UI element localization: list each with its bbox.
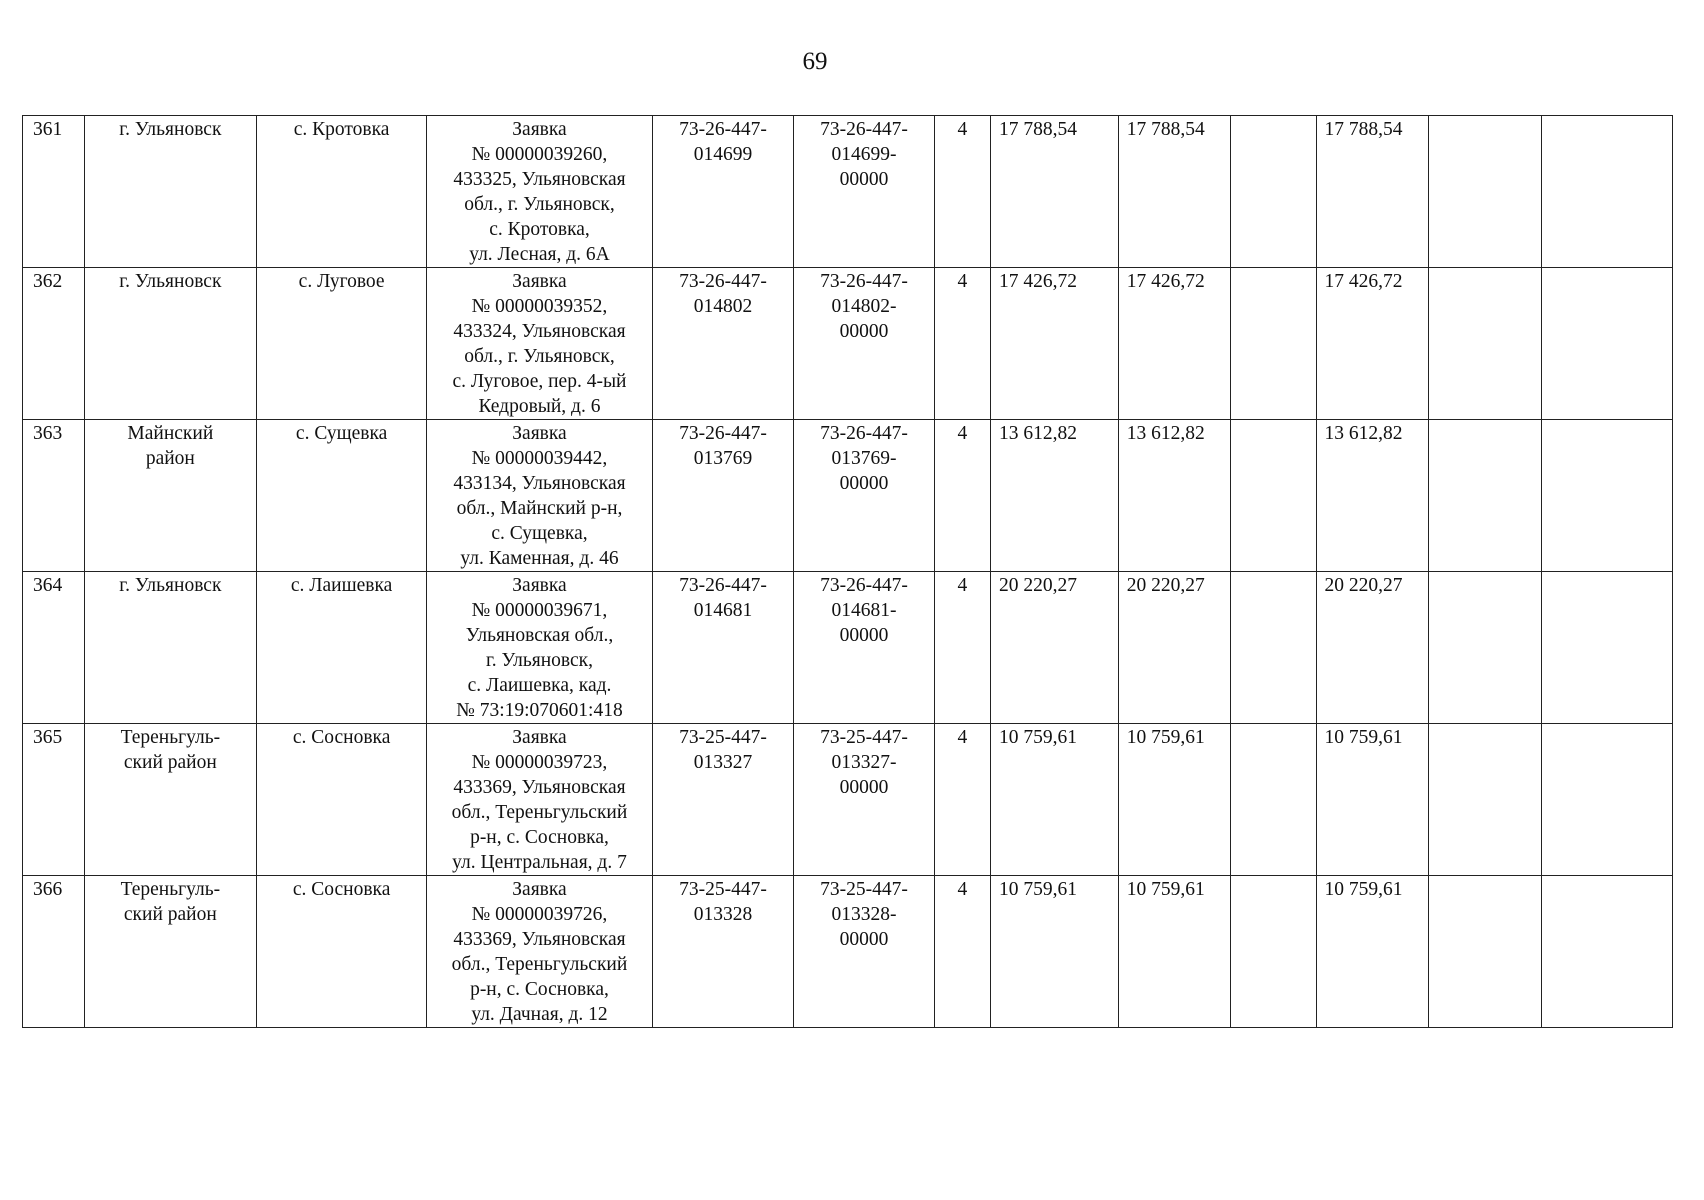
cell-number: 362: [23, 268, 85, 420]
cell-amount-final: 13 612,82: [1316, 420, 1429, 572]
cell-application-line: с. Кротовка,: [489, 219, 590, 240]
cell-cadastral-code-line: 73-26-447-: [679, 575, 767, 596]
cell-application: [427, 116, 653, 268]
cell-amount-approved: 10 759,61: [1118, 876, 1231, 1028]
page-number: 69: [802, 48, 828, 75]
cell-settlement: с. Луговое: [257, 268, 427, 420]
table-row: [23, 268, 1673, 420]
cell-application-line: ул. Лесная, д. 6А: [469, 244, 610, 265]
cell-district: [84, 572, 256, 724]
cell-settlement: с. Сущевка: [257, 420, 427, 572]
cell-object-code-line: 00000: [839, 625, 889, 646]
cell-application-line: № 00000039726,: [471, 904, 608, 925]
cell-amount-final: 20 220,27: [1316, 572, 1429, 724]
cell-object-code-line: 00000: [839, 321, 889, 342]
cell-object-code-line: 00000: [839, 929, 889, 950]
cell-object-code-line: 013769-: [831, 448, 897, 469]
cell-number: 361: [23, 116, 85, 268]
cell-quantity: 4: [934, 268, 990, 420]
cell-application-line: с. Лаишевка, кад.: [467, 675, 612, 696]
cell-district: [84, 420, 256, 572]
cell-amount-blank: [1231, 572, 1316, 724]
cell-cadastral-code-line: 014681: [693, 600, 753, 621]
cell-amount-total: 13 612,82: [991, 420, 1119, 572]
cell-application: [427, 572, 653, 724]
cell-cadastral-code-line: 73-26-447-: [679, 271, 767, 292]
cell-cadastral-code-line: 73-26-447-: [679, 423, 767, 444]
cell-district-line: Тереньгуль-: [120, 727, 221, 748]
cell-object-code-line: 73-26-447-: [820, 423, 908, 444]
cell-extra-1: [1429, 116, 1542, 268]
cell-application-line: Заявка: [512, 423, 567, 444]
cell-application-line: Заявка: [512, 271, 567, 292]
cell-object-code-line: 73-25-447-: [820, 727, 908, 748]
cell-object-code: [794, 572, 934, 724]
cell-object-code: [794, 116, 934, 268]
table-row: [23, 724, 1673, 876]
cell-object-code: [794, 724, 934, 876]
cell-cadastral-code-line: 013327: [693, 752, 753, 773]
cell-application-line: № 00000039352,: [471, 296, 608, 317]
cell-application-line: Заявка: [512, 119, 567, 140]
cell-extra-2: [1542, 116, 1673, 268]
cell-number: 365: [23, 724, 85, 876]
cell-quantity: 4: [934, 876, 990, 1028]
cell-application-line: № 00000039442,: [471, 448, 608, 469]
cell-cadastral-code-line: 73-25-447-: [679, 879, 767, 900]
cell-cadastral-code: [652, 572, 793, 724]
cell-settlement: с. Сосновка: [257, 876, 427, 1028]
cell-application: [427, 876, 653, 1028]
cell-application: [427, 724, 653, 876]
cell-application-line: р-н, с. Сосновка,: [470, 979, 609, 1000]
cell-object-code-line: 00000: [839, 473, 889, 494]
cell-application-line: г. Ульяновск,: [485, 650, 593, 671]
cell-application-line: Заявка: [512, 727, 567, 748]
cell-application-line: обл., Тереньгульский: [451, 954, 628, 975]
cell-application-line: 433325, Ульяновская: [453, 169, 626, 190]
cell-application-line: ул. Дачная, д. 12: [471, 1004, 608, 1025]
cell-amount-total: 10 759,61: [991, 724, 1119, 876]
cell-application-line: обл., г. Ульяновск,: [464, 194, 615, 215]
cell-application-line: обл., Майнский р-н,: [456, 498, 623, 519]
cell-extra-2: [1542, 876, 1673, 1028]
table-row: [23, 876, 1673, 1028]
cell-application-line: Заявка: [512, 879, 567, 900]
cell-application-line: Кедровый, д. 6: [478, 396, 601, 417]
cell-object-code-line: 00000: [839, 777, 889, 798]
cell-object-code-line: 73-26-447-: [820, 271, 908, 292]
cell-amount-approved: 17 788,54: [1118, 116, 1231, 268]
cell-cadastral-code-line: 014802: [693, 296, 753, 317]
cell-object-code-line: 73-26-447-: [820, 119, 908, 140]
cell-object-code: [794, 420, 934, 572]
cell-cadastral-code-line: 013769: [693, 448, 753, 469]
cell-district-line: г. Ульяновск: [119, 119, 222, 140]
cell-application-line: 433369, Ульяновская: [453, 777, 626, 798]
cell-amount-total: 20 220,27: [991, 572, 1119, 724]
cell-application-line: 433369, Ульяновская: [453, 929, 626, 950]
cell-object-code: [794, 876, 934, 1028]
cell-district: [84, 268, 256, 420]
cell-number: 363: [23, 420, 85, 572]
cell-extra-2: [1542, 724, 1673, 876]
cell-amount-blank: [1231, 724, 1316, 876]
cell-application-line: № 73:19:070601:418: [456, 700, 623, 721]
cell-application: [427, 420, 653, 572]
cell-extra-2: [1542, 420, 1673, 572]
cell-settlement: с. Кротовка: [257, 116, 427, 268]
cell-object-code-line: 013327-: [831, 752, 897, 773]
cell-amount-blank: [1231, 876, 1316, 1028]
cell-extra-2: [1542, 268, 1673, 420]
cell-amount-blank: [1231, 268, 1316, 420]
cell-application-line: № 00000039723,: [471, 752, 608, 773]
cell-number: 366: [23, 876, 85, 1028]
cell-settlement: с. Лаишевка: [257, 572, 427, 724]
table-row: [23, 420, 1673, 572]
cell-application-line: Ульяновская обл.,: [465, 625, 614, 646]
cell-application: [427, 268, 653, 420]
cell-cadastral-code-line: 73-25-447-: [679, 727, 767, 748]
cell-cadastral-code: [652, 116, 793, 268]
cell-object-code-line: 013328-: [831, 904, 897, 925]
cell-application-line: обл., г. Ульяновск,: [464, 346, 615, 367]
cell-district: [84, 876, 256, 1028]
cell-district: [84, 724, 256, 876]
cell-amount-final: 10 759,61: [1316, 724, 1429, 876]
table-body: [23, 116, 1673, 1028]
cell-amount-blank: [1231, 116, 1316, 268]
table-row: [23, 572, 1673, 724]
cell-cadastral-code-line: 013328: [693, 904, 753, 925]
cell-application-line: № 00000039671,: [471, 600, 608, 621]
table-row: [23, 116, 1673, 268]
cell-amount-final: 17 426,72: [1316, 268, 1429, 420]
cell-object-code-line: 014681-: [831, 600, 897, 621]
cell-object-code-line: 73-25-447-: [820, 879, 908, 900]
cell-application-line: ул. Центральная, д. 7: [452, 852, 627, 873]
cell-object-code-line: 73-26-447-: [820, 575, 908, 596]
cell-application-line: с. Сущевка,: [491, 523, 588, 544]
cell-district-line: г. Ульяновск: [119, 575, 222, 596]
cell-district-line: Майнский: [127, 423, 214, 444]
cell-district-line: ский район: [123, 904, 217, 925]
cell-amount-approved: 13 612,82: [1118, 420, 1231, 572]
cell-extra-1: [1429, 420, 1542, 572]
cell-amount-approved: 20 220,27: [1118, 572, 1231, 724]
cell-application-line: с. Луговое, пер. 4-ый: [452, 371, 627, 392]
cell-application-line: Заявка: [512, 575, 567, 596]
cell-object-code-line: 00000: [839, 169, 889, 190]
cell-amount-approved: 17 426,72: [1118, 268, 1231, 420]
cell-cadastral-code: [652, 420, 793, 572]
cell-quantity: 4: [934, 116, 990, 268]
cell-application-line: обл., Тереньгульский: [451, 802, 628, 823]
cell-extra-2: [1542, 572, 1673, 724]
cell-cadastral-code-line: 014699: [693, 144, 753, 165]
cell-quantity: 4: [934, 572, 990, 724]
cell-district-line: район: [145, 448, 195, 469]
cell-application-line: р-н, с. Сосновка,: [470, 827, 609, 848]
registry-table: [22, 115, 1673, 1028]
cell-amount-approved: 10 759,61: [1118, 724, 1231, 876]
cell-amount-blank: [1231, 420, 1316, 572]
cell-amount-final: 10 759,61: [1316, 876, 1429, 1028]
cell-cadastral-code: [652, 724, 793, 876]
cell-application-line: № 00000039260,: [471, 144, 608, 165]
cell-quantity: 4: [934, 724, 990, 876]
cell-amount-total: 17 788,54: [991, 116, 1119, 268]
cell-district-line: г. Ульяновск: [119, 271, 222, 292]
cell-quantity: 4: [934, 420, 990, 572]
cell-object-code-line: 014699-: [831, 144, 897, 165]
cell-application-line: ул. Каменная, д. 46: [460, 548, 619, 569]
cell-amount-total: 17 426,72: [991, 268, 1119, 420]
cell-settlement: с. Сосновка: [257, 724, 427, 876]
cell-number: 364: [23, 572, 85, 724]
cell-object-code: [794, 268, 934, 420]
cell-district: [84, 116, 256, 268]
cell-district-line: Тереньгуль-: [120, 879, 221, 900]
cell-application-line: 433324, Ульяновская: [453, 321, 626, 342]
cell-extra-1: [1429, 268, 1542, 420]
cell-extra-1: [1429, 876, 1542, 1028]
cell-cadastral-code: [652, 268, 793, 420]
cell-district-line: ский район: [123, 752, 217, 773]
cell-cadastral-code: [652, 876, 793, 1028]
cell-extra-1: [1429, 724, 1542, 876]
cell-extra-1: [1429, 572, 1542, 724]
cell-cadastral-code-line: 73-26-447-: [679, 119, 767, 140]
cell-application-line: 433134, Ульяновская: [453, 473, 626, 494]
cell-amount-final: 17 788,54: [1316, 116, 1429, 268]
cell-object-code-line: 014802-: [831, 296, 897, 317]
cell-amount-total: 10 759,61: [991, 876, 1119, 1028]
